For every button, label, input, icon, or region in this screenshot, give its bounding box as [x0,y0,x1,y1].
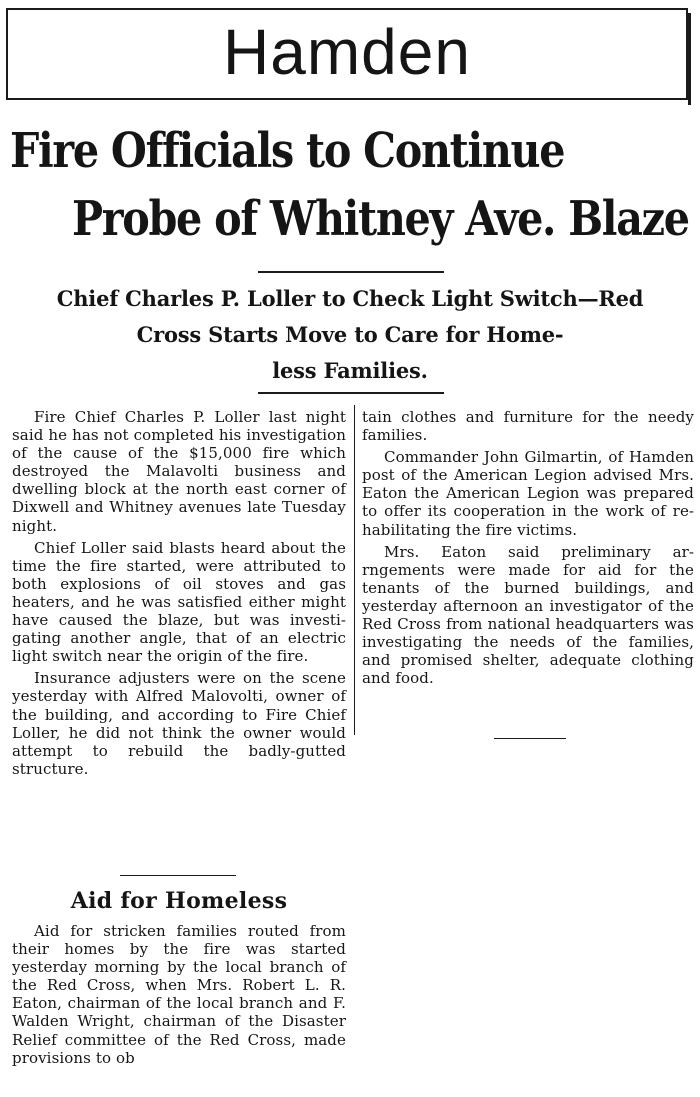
masthead-title: Hamden [223,16,471,88]
masthead-box [6,8,688,100]
column-divider [354,405,355,735]
end-divider [494,738,566,739]
subheadline-deck [0,281,700,389]
article-paragraph: Aid for stricken families routed from their homes by the fire was started yesterday morning by the local branch of the Red Cross, when Mrs. Robert L. R. Eaton, chairman of the local branch and F. Walden Wright, chairman of the Disaster Relief committee of the Red Cross, made provisions to ob [12,922,346,1067]
article-column-right [362,408,694,691]
article-paragraph: Insurance adjusters were on the scene yesterday with Alfred Malovolti, owner of the building, and according to Fire Chief Loller, he did not think the owner would attempt to rebuild the badly-gutted structure. [12,669,346,778]
article-paragraph: Commander John Gilmartin, of Hamden post of the American Legion advised Mrs. Eaton the American Legion was prepared to offer its cooperation in the work of rehabilitating the fire victims. [362,448,694,539]
article-paragraph-continued: tain clothes and furniture for the needy families. [362,408,694,445]
article-paragraph: Chief Loller said blasts heard about the time the fire started, were attributed to both explosions of oil stoves and gas heaters, and he was satisfied either might have caused the blaze, but was investigating another angle, that of an electric light switch near the origin of the fire. [12,538,346,666]
headline-line-2: Probe of Whitney Ave. Blaze [72,191,689,247]
deck-line-1: Chief Charles P. Loller to Check Light Switch—Red [56,286,644,311]
section-divider [120,875,236,876]
article-column-left [12,408,346,782]
deck-line-3: less Families. [272,358,428,383]
deck-divider [258,392,444,394]
section-subhead: Aid for Homeless [70,888,288,914]
article-column-left-aid [12,922,346,1071]
deck-line-2: Cross Starts Move to Care for Home- [136,322,564,347]
article-paragraph: Fire Chief Charles P. Loller last night said he has not completed his investigation of the cause of the $15,000 fire which destroyed the Malavolti business and dwelling block at the north east corner of Dixwell and Whitney avenues late Tuesday night. [12,408,346,535]
headline-line-1: Fire Officials to Continue [10,123,565,179]
headline-divider [258,271,444,273]
article-paragraph: Mrs. Eaton said preliminary arrngements were made for aid for the tenants of the burned buildings, and yesterday afternoon an investigator of the Red Cross from national headquarters was investigating the needs of the families, and promised shelter, adequate clothing and food. [362,542,694,688]
